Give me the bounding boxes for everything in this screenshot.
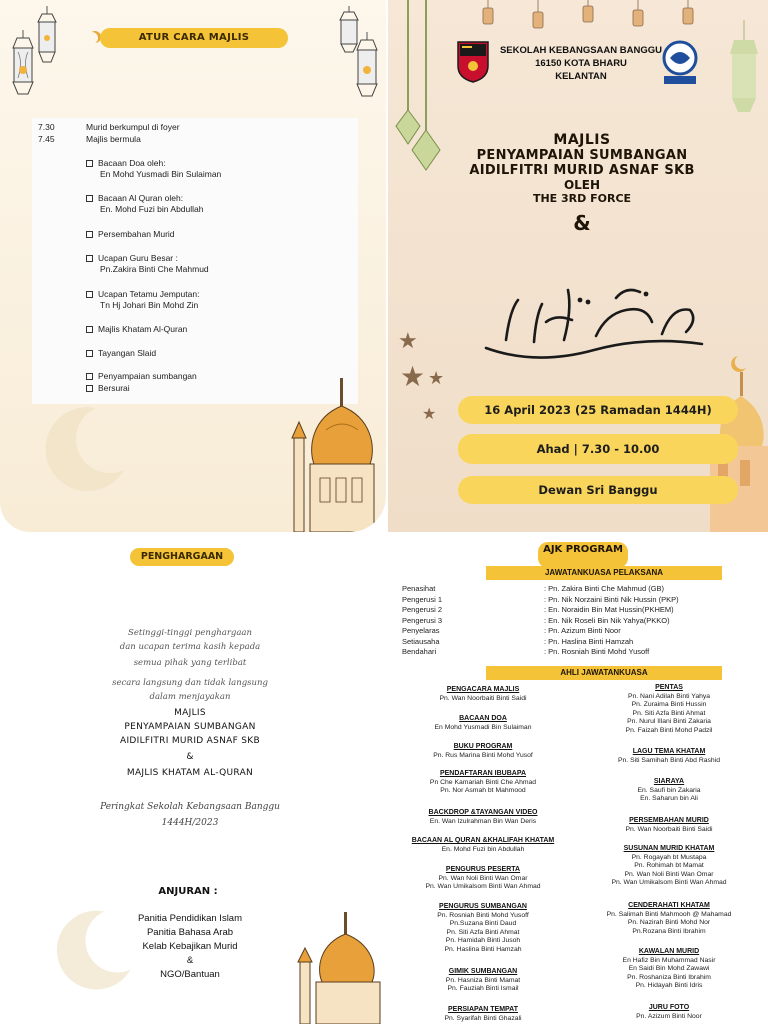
appreciation-footer: Peringkat Sekolah Kebangsaan Banggu [100, 802, 280, 812]
committee-group: PENGURUS PESERTA Pn. Wan Noli Binti Wan Omar Pn. Wan Umikalsom Binti Wan Ahmad [425, 866, 541, 891]
committee-group: PENGURUS SUMBANGAN Pn. Rosniah Binti Mohd Yusoff Pn.Suzana Binti Daud Pn. Siti Azfa Binti Ahmat Pn. Hamidah Binti Jusoh Pn. Haslina Binti Hamzah [437, 903, 529, 953]
cover-panel [388, 0, 768, 532]
agenda-panel [0, 0, 386, 532]
time-text: Majlis bermula [86, 134, 141, 144]
committee-group: PERSIAPAN TEMPAT Pn. Syarifah Binti Ghazali [444, 1006, 522, 1022]
title-line: PENYAMPAIAN SUMBANGAN [476, 148, 688, 163]
appreciation-line: dalam menjayakan [149, 692, 231, 702]
crescent-watermark-icon [48, 904, 138, 994]
mosque-icon [292, 912, 386, 1024]
organiser-item: Panitia Bahasa Arab [146, 927, 234, 938]
time-label: 7.45 [38, 134, 55, 144]
title-line: MAJLIS [553, 132, 611, 148]
appreciation-header: PENGHARGAAN [130, 548, 234, 566]
lantern-icon [724, 20, 764, 140]
agenda-item: Bacaan Doa oleh: En Mohd Yusmadi Bin Sulaiman [86, 158, 346, 180]
ministry-logo [660, 40, 700, 86]
time-text: Murid berkumpul di foyer [86, 122, 180, 132]
crescent-moon-icon [86, 32, 98, 44]
organiser-item: Panitia Pendidikan Islam [137, 913, 243, 924]
event-date: 16 April 2023 (25 Ramadan 1444H) [458, 396, 738, 424]
agenda-item: Bersurai [86, 383, 346, 394]
exec-row: Penasihat : Pn. Zakira Binti Che Mahmud (GB) [402, 584, 665, 593]
committee-group: LAGU TEMA KHATAM Pn. Siti Samihah Binti Abd Rashid [617, 748, 720, 764]
agenda-item: Bacaan Al Quran oleh: En. Mohd Fuzi bin Abdullah [86, 193, 346, 215]
organiser-item: Kelab Kebajikan Murid [142, 941, 238, 952]
exec-row: Penyelaras : Pn. Azizum Binti Noor [402, 626, 621, 635]
committee-group: PENTAS Pn. Nani Adilah Binti Yahya Pn. Zuraima Binti Hussin Pn. Siti Azfa Binti Ahmat Pn. Nurul Illani Binti Zakaria Pn. Faizah Binti Mohd Padzil [625, 684, 713, 734]
exec-row: Pengerusi 2 : En. Noraidin Bin Mat Hussin(PKHEM) [402, 605, 674, 614]
committee-group: SUSUNAN MURID KHATAM Pn. Rogayah bt Mustapa Pn. Rohimah bt Mamat Pn. Wan Noli Binti Wan Omar Pn. Wan Umikalsom Binti Wan Ahmad [611, 845, 727, 887]
title-line: THE 3RD FORCE [532, 192, 632, 205]
appreciation-line: semua pihak yang terlibat [133, 658, 247, 668]
ketupat-icon [390, 0, 450, 196]
committee-group: BACAAN AL QURAN &KHALIFAH KHATAM En. Mohd Fuzi bin Abdullah [411, 837, 555, 853]
agenda-item: Tayangan Slaid [86, 348, 346, 359]
appreciation-caps-line: & [186, 752, 194, 762]
event-title [458, 132, 706, 236]
lantern-icon [34, 6, 60, 72]
exec-row: Setiausaha : Pn. Haslina Binti Hamzah [402, 637, 634, 646]
star-icon: ★ [400, 361, 426, 392]
title-ampersand: & [573, 211, 591, 235]
committee-header: AJK PROGRAM [538, 542, 628, 568]
committee-group: JURU FOTO Pn. Azizum Binti Noor [636, 1004, 702, 1020]
appreciation-line: dan ucapan terima kasih kepada [119, 642, 261, 652]
school-name [496, 44, 666, 83]
committee-group: SIARAYA En. Saufi bin Zakaria En. Saharun bin Ali [637, 778, 701, 803]
checkbox-icon [86, 326, 93, 333]
checkbox-icon [86, 231, 93, 238]
checkbox-icon [86, 195, 93, 202]
title-line: OLEH [563, 178, 601, 192]
committee-group: PERSEMBAHAN MURID Pn. Wan Noorbaiti Binti Saidi [625, 817, 713, 833]
agenda-item: Persembahan Murid [86, 229, 346, 240]
appreciation-line: secara langsung dan tidak langsung [112, 678, 268, 688]
exec-row: Bendahari : Pn. Rosniah Binti Mohd Yusoff [402, 647, 650, 656]
committee-panel [388, 534, 768, 1024]
exec-committee-header: JAWATANKUASA PELAKSANA [486, 566, 722, 580]
checkbox-icon [86, 291, 93, 298]
agenda-item: Ucapan Tetamu Jemputan: Tn Hj Johari Bin Mohd Zin [86, 289, 346, 311]
committee-group: CENDERAHATI KHATAM Pn. Salimah Binti Mahmooh @ Mahamad Pn. Nazirah Binti Mohd Nor Pn.Rozana Binti Ibrahim [606, 902, 732, 935]
members-header: AHLI JAWATANKUASA [486, 666, 722, 680]
exec-row: Pengerusi 1 : Pn. Nik Norzaini Binti Nik Hussin (PKP) [402, 595, 679, 604]
appreciation-caps-line: MAJLIS [174, 708, 206, 718]
hanging-lanterns-icon [468, 0, 708, 40]
crescent-watermark-icon [36, 400, 132, 496]
checkbox-icon [86, 255, 93, 262]
school-state-line: KELANTAN [555, 71, 607, 82]
committee-group: BACAAN DOA En Mohd Yusmadi Bin Sulaiman [434, 715, 532, 731]
title-line: AIDILFITRI MURID ASNAF SKB [469, 163, 695, 178]
appreciation-panel [0, 534, 386, 1024]
star-icon: ★ [422, 406, 437, 423]
mosque-icon [282, 378, 386, 532]
organiser-item: & [186, 955, 194, 966]
checkbox-icon [86, 385, 93, 392]
time-label: 7.30 [38, 122, 55, 132]
event-venue: Dewan Sri Banggu [458, 476, 738, 504]
appreciation-caps-line: PENYAMPAIAN SUMBANGAN [124, 722, 256, 732]
agenda-time-row [38, 134, 141, 144]
event-day-time: Ahad | 7.30 - 10.00 [458, 434, 738, 464]
committee-group: GIMIK SUMBANGAN Pn. Hasniza Binti Mamat Pn. Fauziah Binti Ismail [445, 968, 521, 993]
appreciation-caps-line: MAJLIS KHATAM AL-QURAN [126, 768, 254, 778]
committee-group: PENGACARA MAJLIS Pn. Wan Noorbaiti Binti Saidi [439, 686, 527, 702]
agenda-item: Penyampaian sumbangan [86, 371, 346, 382]
school-name-line: SEKOLAH KEBANGSAAN BANGGU [499, 45, 663, 56]
organisers-header: ANJURAN : [158, 886, 218, 897]
checkbox-icon [86, 160, 93, 167]
appreciation-footer: 1444H/2023 [161, 818, 219, 828]
appreciation-line: Setinggi-tinggi penghargaan [128, 628, 252, 638]
committee-group: BACKDROP &TAYANGAN VIDEO En. Wan Izulrahman Bin Wan Deris [428, 809, 538, 825]
checkbox-icon [86, 350, 93, 357]
school-crest-logo [456, 40, 490, 84]
arabic-calligraphy-logo [476, 270, 716, 370]
committee-group: BUKU PROGRAM Pn. Rus Marina Binti Mohd Yusof [433, 743, 533, 759]
checkbox-icon [86, 373, 93, 380]
organiser-item: NGO/Bantuan [160, 969, 220, 980]
star-icon: ★ [428, 368, 445, 388]
star-icon: ★ [398, 328, 418, 353]
agenda-item: Majlis Khatam Al-Quran [86, 324, 346, 335]
committee-group: KAWALAN MURID En Hafiz Bin Muhammad Nasir En Saidi Bin Mohd Zawawi Pn. Roshaniza Binti Ibrahim Pn. Hidayah Binti Idris [622, 948, 716, 990]
exec-row: Pengerusi 3 : En. Nik Roseli Bin Nik Yahya(PKKO) [402, 616, 670, 625]
agenda-header: ATUR CARA MAJLIS [100, 28, 288, 48]
committee-group: PENDAFTARAN IBUBAPA Pn Che Kamariah Binti Che Ahmad Pn. Nor Asmah bt Mahmood [429, 770, 537, 795]
lantern-icon [350, 32, 384, 108]
appreciation-caps-line: AIDILFITRI MURID ASNAF SKB [120, 736, 260, 746]
school-address-line: 16150 KOTA BHARU [535, 58, 627, 69]
agenda-time-row [38, 122, 180, 132]
agenda-item: Ucapan Guru Besar : Pn.Zakira Binti Che Mahmud [86, 253, 346, 275]
